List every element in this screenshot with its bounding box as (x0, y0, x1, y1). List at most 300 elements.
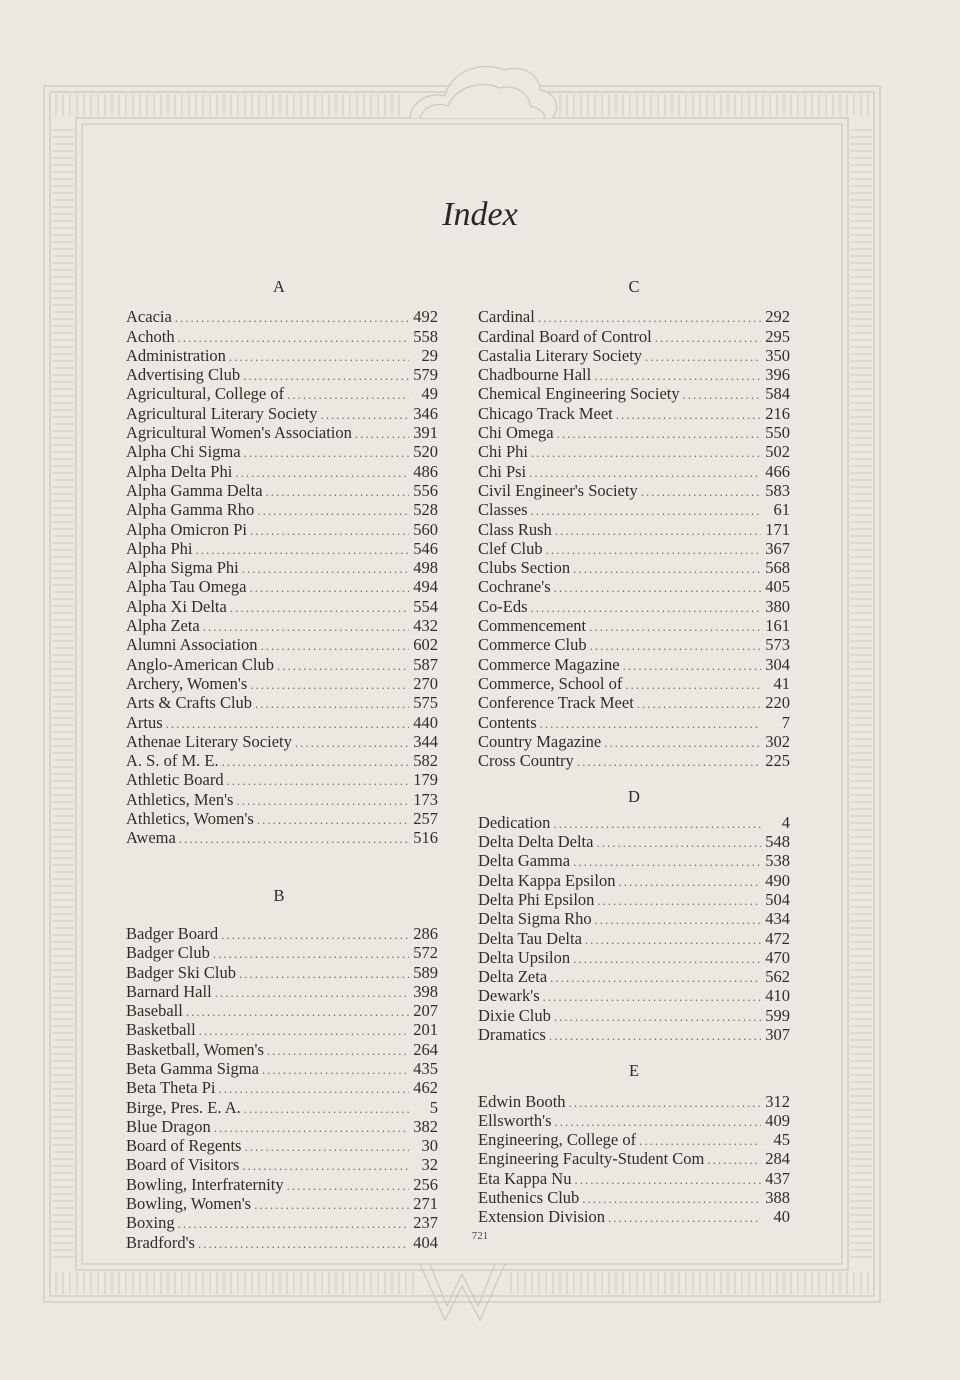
entry-page: 5 (429, 1097, 438, 1117)
index-entry (126, 598, 438, 617)
entry-name: Arts & Crafts Club (126, 693, 253, 713)
entry-name: Athletics, Men's (126, 789, 234, 809)
dot-leader (254, 1196, 409, 1214)
index-entry (126, 1002, 438, 1021)
entry-name: Alpha Phi (126, 538, 193, 558)
entry-name: Agricultural Women's Association (126, 423, 352, 443)
entry-name: Conference Track Meet (478, 693, 634, 713)
dot-leader (582, 1190, 761, 1208)
dot-leader (186, 1003, 409, 1021)
dot-leader (683, 386, 761, 404)
dot-leader (641, 483, 761, 501)
index-entry (478, 463, 790, 482)
dot-leader (287, 1177, 409, 1195)
index-entry (126, 540, 438, 559)
section-letter-a: A (273, 277, 285, 296)
index-entry (478, 752, 790, 771)
index-entry (126, 636, 438, 655)
entry-page: 579 (413, 365, 438, 385)
entry-page: 312 (765, 1091, 790, 1111)
entry-name: Advertising Club (126, 365, 241, 385)
entry-page: 435 (413, 1058, 438, 1078)
dot-leader (645, 348, 761, 366)
entry-name: Cochrane's (478, 577, 551, 597)
entry-page: 548 (765, 832, 790, 852)
dot-leader (250, 522, 409, 540)
dot-leader (295, 734, 409, 752)
entry-name: Class Rush (478, 519, 552, 539)
index-entry (126, 983, 438, 1002)
dot-leader (585, 931, 761, 949)
entry-name: Edwin Booth (478, 1091, 566, 1111)
entry-name: Delta Sigma Rho (478, 909, 592, 929)
dot-leader (230, 599, 409, 617)
entry-name: Basketball (126, 1020, 196, 1040)
entry-page: 270 (413, 673, 438, 693)
dot-leader (543, 988, 761, 1006)
section-letter-b: B (273, 885, 285, 905)
entry-page: 432 (413, 616, 438, 636)
index-entry (126, 656, 438, 675)
index-entry (126, 944, 438, 963)
index-entry (126, 463, 438, 482)
dot-leader (229, 348, 409, 366)
entry-name: Alpha Omicron Pi (126, 519, 247, 539)
dot-leader (221, 926, 409, 944)
index-entry (478, 1189, 790, 1208)
entry-page: 388 (765, 1188, 790, 1208)
dot-leader (321, 406, 409, 424)
index-entry (478, 987, 790, 1006)
entry-page: 494 (413, 577, 438, 597)
dot-leader (531, 599, 762, 617)
index-entry (126, 752, 438, 771)
entry-page: 599 (765, 1005, 790, 1025)
index-entry (126, 714, 438, 733)
entry-name: Beta Theta Pi (126, 1078, 216, 1098)
dot-leader (266, 483, 409, 501)
index-entry (478, 366, 790, 385)
entry-name: Bowling, Interfraternity (126, 1174, 284, 1194)
entry-name: Chi Phi (478, 442, 528, 462)
entry-page: 302 (765, 731, 790, 751)
dot-leader (546, 541, 761, 559)
index-entry (478, 328, 790, 347)
entry-page: 528 (413, 500, 438, 520)
section-e-entries (478, 1093, 790, 1228)
index-entry (478, 1112, 790, 1131)
entry-name: Athletic Board (126, 770, 224, 790)
entry-page: 161 (765, 616, 790, 636)
entry-page: 382 (413, 1116, 438, 1136)
entry-name: A. S. of M. E. (126, 751, 219, 771)
entry-name: Commencement (478, 616, 587, 636)
entry-name: Acacia (126, 307, 172, 327)
entry-page: 550 (765, 423, 790, 443)
page-title: Index (442, 196, 518, 233)
index-entry (126, 521, 438, 540)
index-entry (478, 833, 790, 852)
entry-page: 562 (765, 967, 790, 987)
dot-leader (179, 830, 409, 848)
entry-page: 572 (413, 943, 438, 963)
dot-leader (249, 579, 409, 597)
index-entry (478, 694, 790, 713)
entry-page: 472 (765, 928, 790, 948)
entry-name: Badger Ski Club (126, 962, 236, 982)
entry-page: 391 (413, 423, 438, 443)
dot-leader (608, 1209, 761, 1227)
entry-page: 583 (765, 480, 790, 500)
dot-leader (594, 367, 761, 385)
index-entry (126, 559, 438, 578)
entry-page: 286 (413, 923, 438, 943)
entry-name: Delta Phi Epsilon (478, 889, 595, 909)
entry-page: 304 (765, 654, 790, 674)
index-entry (126, 1195, 438, 1214)
entry-page: 7 (781, 712, 790, 732)
index-entry (478, 910, 790, 929)
index-entry (478, 578, 790, 597)
entry-name: Board of Visitors (126, 1155, 240, 1175)
index-entry (478, 930, 790, 949)
entry-page: 367 (765, 538, 790, 558)
index-entry (126, 1156, 438, 1175)
index-entry (478, 852, 790, 871)
section-letter-c: C (628, 277, 640, 296)
entry-name: Eta Kappa Nu (478, 1168, 572, 1188)
entry-name: Country Magazine (478, 731, 602, 751)
index-entry (126, 694, 438, 713)
dot-leader (538, 309, 761, 327)
index-entry (478, 714, 790, 733)
index-column-left (126, 278, 438, 1253)
entry-name: Beta Gamma Sigma (126, 1058, 259, 1078)
entry-page: 271 (413, 1194, 438, 1214)
dot-leader (262, 1061, 409, 1079)
entry-name: Awema (126, 828, 176, 848)
dot-leader (166, 715, 409, 733)
entry-page: 256 (413, 1174, 438, 1194)
index-entry (478, 814, 790, 833)
entry-name: Chemical Engineering Society (478, 384, 680, 404)
entry-page: 380 (765, 596, 790, 616)
entry-name: Chicago Track Meet (478, 403, 613, 423)
entry-name: Alpha Gamma Rho (126, 500, 255, 520)
entry-name: Delta Gamma (478, 851, 571, 871)
entry-page: 573 (765, 635, 790, 655)
entry-name: Engineering Faculty-Student Com (478, 1149, 705, 1169)
dot-leader (175, 309, 409, 327)
dot-leader (219, 1080, 409, 1098)
entry-page: 295 (765, 326, 790, 346)
dot-leader (554, 1008, 761, 1026)
entry-page: 470 (765, 947, 790, 967)
dot-leader (222, 753, 409, 771)
index-entry (126, 347, 438, 366)
entry-name: Cross Country (478, 751, 574, 771)
index-entry (478, 968, 790, 987)
index-entry (126, 443, 438, 462)
index-entry (126, 1060, 438, 1079)
entry-page: 556 (413, 480, 438, 500)
index-entry (126, 1041, 438, 1060)
entry-page: 237 (413, 1213, 438, 1233)
entry-name: Baseball (126, 1001, 183, 1021)
dot-leader (255, 695, 409, 713)
dot-leader (531, 502, 762, 520)
entry-name: Alpha Chi Sigma (126, 442, 241, 462)
entry-name: Castalia Literary Society (478, 345, 643, 365)
entry-page: 504 (765, 889, 790, 909)
entry-name: Commerce Magazine (478, 654, 620, 674)
entry-page: 587 (413, 654, 438, 674)
section-b-entries (126, 925, 438, 1253)
entry-page: 410 (765, 986, 790, 1006)
index-entry (126, 1118, 438, 1137)
dot-leader (203, 618, 409, 636)
index-entry (478, 949, 790, 968)
index-entry (126, 964, 438, 983)
entry-page: 257 (413, 809, 438, 829)
entry-name: Delta Zeta (478, 967, 548, 987)
index-entry (126, 733, 438, 752)
page-number: 721 (471, 1230, 489, 1242)
entry-name: Artus (126, 712, 163, 732)
dot-leader (257, 502, 409, 520)
entry-page: 30 (421, 1136, 438, 1156)
index-entry (126, 1137, 438, 1156)
entry-name: Delta Upsilon (478, 947, 571, 967)
dot-leader (596, 834, 761, 852)
dot-leader (195, 541, 409, 559)
entry-name: Delta Delta Delta (478, 832, 594, 852)
entry-page: 538 (765, 851, 790, 871)
dot-leader (639, 1132, 761, 1150)
dot-leader (227, 772, 409, 790)
entry-page: 492 (413, 307, 438, 327)
section-letter-d: D (628, 787, 640, 807)
entry-page: 32 (421, 1155, 438, 1175)
dot-leader (577, 753, 761, 771)
index-entry (478, 1208, 790, 1227)
index-entry (126, 1099, 438, 1118)
dot-leader (574, 1171, 761, 1189)
entry-name: Contents (478, 712, 537, 732)
entry-page: 284 (765, 1149, 790, 1169)
entry-page: 346 (413, 403, 438, 423)
dot-leader (573, 560, 761, 578)
entry-name: Classes (478, 500, 528, 520)
index-entry (478, 1150, 790, 1169)
dot-leader (261, 637, 409, 655)
entry-name: Dixie Club (478, 1005, 551, 1025)
index-entry (126, 1079, 438, 1098)
entry-name: Delta Kappa Epsilon (478, 870, 616, 890)
dot-leader (287, 386, 409, 404)
entry-name: Alumni Association (126, 635, 258, 655)
entry-name: Archery, Women's (126, 673, 248, 693)
entry-page: 225 (765, 751, 790, 771)
entry-page: 440 (413, 712, 438, 732)
entry-page: 582 (413, 751, 438, 771)
dot-leader (214, 1119, 409, 1137)
index-entry (126, 501, 438, 520)
entry-name: Clubs Section (478, 558, 571, 578)
dot-leader (623, 657, 761, 675)
entry-page: 173 (413, 789, 438, 809)
entry-name: Administration (126, 345, 226, 365)
entry-name: Barnard Hall (126, 981, 212, 1001)
index-entry (126, 675, 438, 694)
index-entry (126, 1176, 438, 1195)
entry-name: Agricultural Literary Society (126, 403, 318, 423)
entry-name: Clef Club (478, 538, 543, 558)
entry-page: 350 (765, 345, 790, 365)
entry-name: Cardinal Board of Control (478, 326, 652, 346)
index-entry (126, 385, 438, 404)
dot-leader (555, 1113, 761, 1131)
index-entry (478, 501, 790, 520)
index-entry (478, 540, 790, 559)
entry-page: 568 (765, 558, 790, 578)
entry-name: Board of Regents (126, 1136, 242, 1156)
entry-page: 409 (765, 1110, 790, 1130)
entry-page: 502 (765, 442, 790, 462)
entry-name: Delta Tau Delta (478, 928, 582, 948)
entry-name: Dramatics (478, 1024, 546, 1044)
dot-leader (244, 1100, 409, 1118)
index-entry (478, 1131, 790, 1150)
dot-leader (244, 1138, 409, 1156)
dot-leader (213, 945, 409, 963)
dot-leader (239, 965, 409, 983)
dot-leader (616, 406, 761, 424)
index-entry (478, 1026, 790, 1045)
entry-name: Athenae Literary Society (126, 731, 292, 751)
entry-page: 344 (413, 731, 438, 751)
entry-page: 584 (765, 384, 790, 404)
dot-leader (178, 329, 409, 347)
index-entry (126, 810, 438, 829)
dot-leader (557, 425, 761, 443)
section-d-entries (478, 814, 790, 1046)
dot-leader (236, 792, 409, 810)
dot-leader (569, 1094, 761, 1112)
entry-page: 516 (413, 828, 438, 848)
entry-page: 546 (413, 538, 438, 558)
index-entry (478, 521, 790, 540)
dot-leader (242, 1157, 409, 1175)
entry-page: 558 (413, 326, 438, 346)
entry-name: Basketball, Women's (126, 1039, 264, 1059)
index-entry (478, 733, 790, 752)
dot-leader (267, 1042, 409, 1060)
entry-name: Bradford's (126, 1232, 195, 1252)
dot-leader (555, 522, 761, 540)
entry-page: 292 (765, 307, 790, 327)
dot-leader (618, 873, 761, 891)
entry-page: 307 (765, 1024, 790, 1044)
entry-name: Commerce Club (478, 635, 587, 655)
dot-leader (604, 734, 761, 752)
index-entry (126, 578, 438, 597)
entry-page: 466 (765, 461, 790, 481)
index-entry (126, 791, 438, 810)
index-entry (478, 1007, 790, 1026)
entry-page: 396 (765, 365, 790, 385)
dot-leader (244, 444, 409, 462)
dot-leader (573, 950, 761, 968)
dot-leader (553, 815, 761, 833)
dot-leader (199, 1022, 409, 1040)
index-entry (478, 872, 790, 891)
entry-page: 216 (765, 403, 790, 423)
dot-leader (573, 853, 761, 871)
index-entry (478, 636, 790, 655)
entry-page: 40 (773, 1207, 790, 1227)
index-entry (126, 482, 438, 501)
entry-name: Alpha Delta Phi (126, 461, 233, 481)
dot-leader (554, 579, 761, 597)
entry-name: Euthenics Club (478, 1188, 580, 1208)
dot-leader (637, 695, 761, 713)
index-entry (126, 771, 438, 790)
entry-name: Athletics, Women's (126, 809, 254, 829)
entry-name: Bowling, Women's (126, 1194, 252, 1214)
entry-page: 486 (413, 461, 438, 481)
dot-leader (531, 444, 761, 462)
section-c-entries (478, 308, 790, 771)
dot-leader (589, 618, 761, 636)
dot-leader (529, 464, 761, 482)
dot-leader (243, 367, 409, 385)
entry-page: 171 (765, 519, 790, 539)
index-entry (478, 598, 790, 617)
dot-leader (625, 676, 761, 694)
section-letter-e: E (628, 1061, 640, 1081)
index-entry (478, 308, 790, 327)
entry-name: Achoth (126, 326, 175, 346)
dot-leader (257, 811, 409, 829)
entry-page: 498 (413, 558, 438, 578)
index-entry (478, 617, 790, 636)
entry-name: Ellsworth's (478, 1110, 552, 1130)
index-entry (478, 1093, 790, 1112)
index-entry (478, 385, 790, 404)
entry-page: 179 (413, 770, 438, 790)
entry-name: Alpha Sigma Phi (126, 558, 239, 578)
entry-name: Badger Club (126, 943, 210, 963)
index-entry (478, 482, 790, 501)
entry-page: 554 (413, 596, 438, 616)
entry-name: Extension Division (478, 1207, 605, 1227)
entry-name: Badger Board (126, 923, 219, 943)
index-entry (478, 675, 790, 694)
index-entry (126, 405, 438, 424)
entry-name: Dedication (478, 812, 551, 832)
index-entry (126, 617, 438, 636)
entry-name: Engineering, College of (478, 1130, 637, 1150)
entry-page: 437 (765, 1168, 790, 1188)
dot-leader (595, 911, 761, 929)
entry-page: 404 (413, 1232, 438, 1252)
entry-page: 49 (421, 384, 438, 404)
index-entry (478, 443, 790, 462)
dot-leader (590, 637, 761, 655)
entry-name: Co-Eds (478, 596, 528, 616)
entry-page: 589 (413, 962, 438, 982)
